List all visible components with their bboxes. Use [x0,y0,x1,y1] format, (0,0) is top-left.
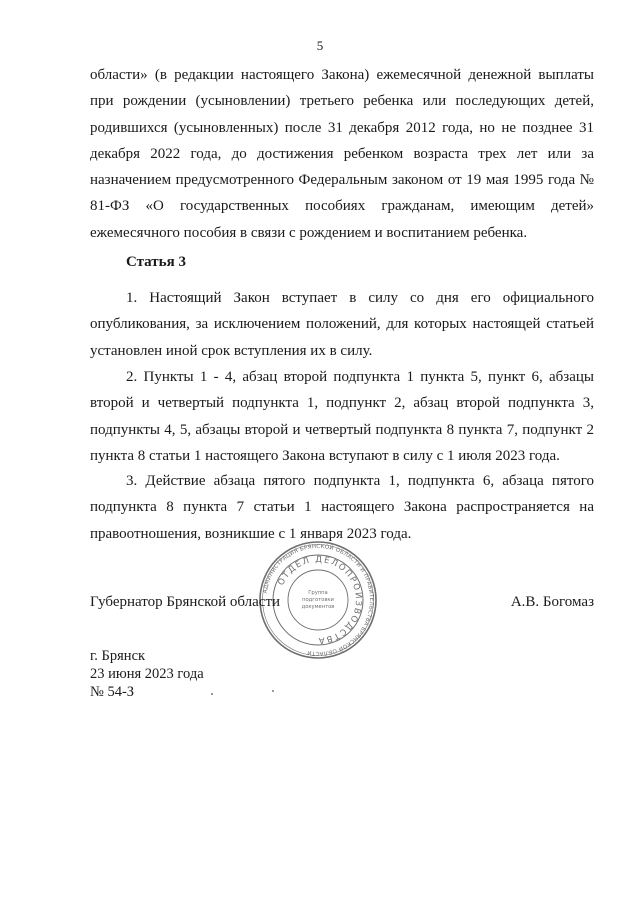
signatory-name: А.В. Богомаз [510,594,594,610]
article-item-2-block [90,364,594,469]
continuation-paragraph: области» (в редакции настоящего Закона) ежемесячной денежной выплаты при рождении (усыновлении) третьего ребенка или последующих детей, родившихся (усыновленных) после 31 декабря 2012 года, но не позднее 31 декабря 2022 года, до достижения ребенком возраста трех лет или за назначением предусмотренного Федеральным законом от 19 мая 1995 года № 81-ФЗ «О государственных пособиях гражданам, имеющим детей» ежемесячного пособия в связи с рождением и воспитанием ребенка. [90,67,594,241]
article-item-1-block [90,285,594,364]
seal-center-line-3: документов [301,604,335,610]
seal-center-line-1: Группа [308,590,328,596]
place-date-block [90,647,204,701]
article-item-3: 3. Действие абзаца пятого подпункта 1, подпункта 6, абзаца пятого подпункта 8 пункта 7 статьи 1 настоящего Закона распространяется на правоотношения, возникшие с 1 января 2023 года. [90,473,594,542]
article-item-1: 1. Настоящий Закон вступает в силу со дня его официального опубликования, за исключением положений, для которых настоящей статьей установлен иной срок вступления их в силу. [90,290,594,359]
seal-center-line-2: подготовки [302,597,334,603]
city-line: г. Брянск [90,648,146,664]
seal-ring-text: ОТДЕЛ ДЕЛОПРОИЗВОДСТВА [276,554,364,646]
law-number-line: № 54-З [90,684,135,700]
signatory-position: Губернатор Брянской области [90,594,281,610]
article-item-3-block [90,468,594,547]
continuation-block [90,62,594,246]
seal-outer-text: АДМИНИСТРАЦИЯ БРЯНСКОЙ ОБЛАСТИ И ПРАВИТЕЛЬСТВА БРЯНСКОЙ ОБЛАСТИ [262,543,375,657]
scan-speck [211,693,213,695]
date-line: 23 июня 2023 года [90,666,204,682]
scan-speck [272,690,274,692]
page-number: 5 [316,38,324,53]
article-heading: Статья 3 [126,254,186,270]
signature-row [90,594,594,616]
article-item-2: 2. Пункты 1 - 4, абзац второй подпункта 1 пункта 5, пункт 6, абзацы второй и четвертый подпункта 1, подпункт 2, абзац второй подпункта 3, подпункты 4, 5, абзацы второй и четвертый подпункта 8 пункта 7, подпункт 2 пункта 8 статьи 1 настоящего Закона вступают в силу с 1 июля 2023 года. [90,369,594,464]
